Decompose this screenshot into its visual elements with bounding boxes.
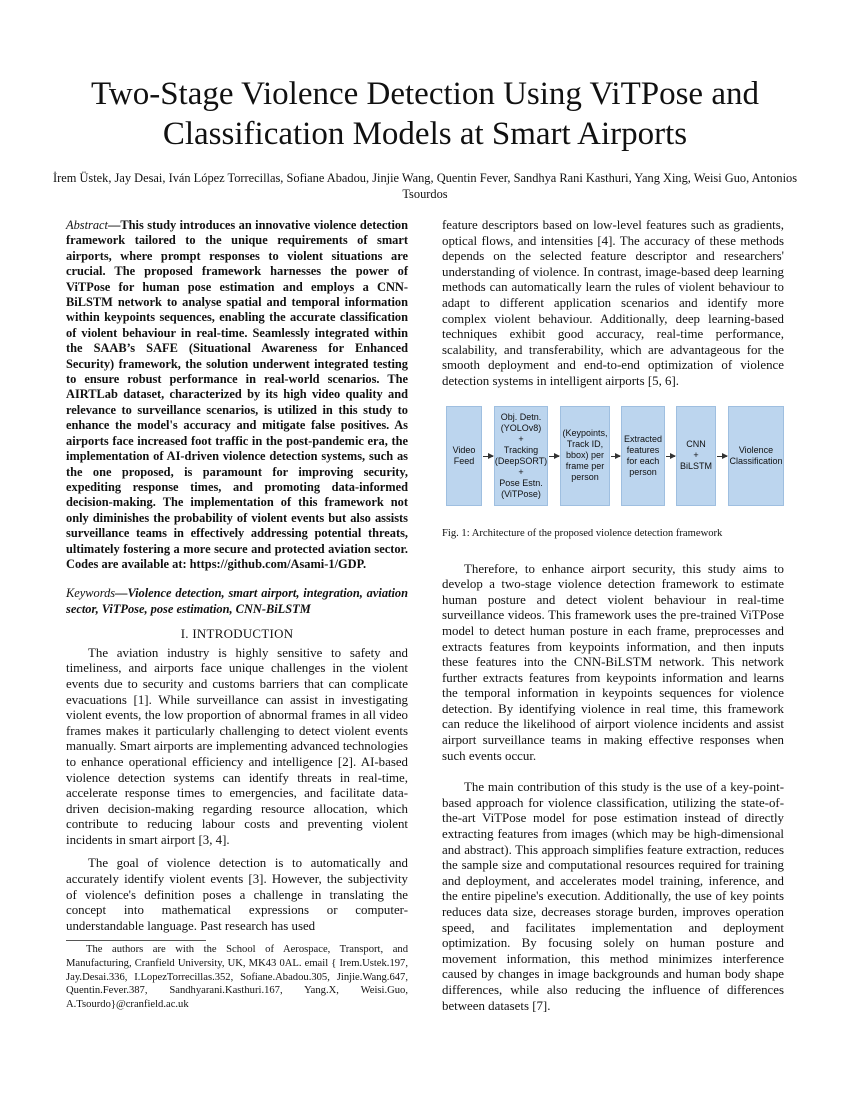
author-affiliation-footnote: The authors are with the School of Aerospace, Transport, and Manufacturing, Cranfield University, UK, MK43 0AL. email { Irem.Ustek.197, Jay.Desai.336, I.LopezTorrecillas.352, Sofiane.Abadou.305, Jinjie.Wang.647, Quentin.Fever.387, Sandhyarani.Kasthuri.167, Yang.X, Weisi.Guo, A.Tsourdo}@cranfield.ac.uk [66, 944, 408, 1010]
figure-box-violence-classification: Violence Classification [728, 406, 784, 506]
architecture-figure [442, 406, 784, 521]
keywords-label: Keywords [66, 586, 116, 601]
figure-arrow [549, 456, 559, 457]
paragraph: Therefore, to enhance airport security, this study aims to develop a two-stage violence detection framework to estimate human posture and detect violent behaviour in real-time surveillance videos. This framework uses the pre-trained ViTPose model to detect human posture in each frame, preprocesses and extracts features from keypoints information, and then inputs these features into the CNN-BiLSTM network. This network further extracts features from keypoints information and learns the temporal information in keypoints sequences for violence detection. By identifying violence in real time, this framework can reduce the likelihood of airport violence incidents and assist airport surveillance teams in making effective responses when such events occur. [442, 561, 784, 763]
footnote-divider [66, 940, 206, 941]
paragraph: The goal of violence detection is to automatically and accurately identify violent events [3]. However, the subjectivity of violence's definition poses a challenge in translating the concept into mathematical expressions or computer-understandable language. Past research has used [66, 856, 408, 933]
figure-box-cnn-bilstm: CNN + BiLSTM [676, 406, 716, 506]
keywords [66, 586, 408, 617]
abstract-label: Abstract [66, 218, 108, 232]
figure-box-video-feed: Video Feed [446, 406, 482, 506]
figure-box-detection-tracking-pose: Obj. Detn. (YOLOv8) + Tracking (DeepSORT) + Pose Estn. (ViTPose) [494, 406, 548, 506]
figure-caption: Fig. 1: Architecture of the proposed violence detection framework [442, 527, 723, 539]
left-column [66, 218, 408, 1011]
figure-arrow [717, 456, 727, 457]
section-heading-introduction: I. INTRODUCTION [180, 627, 294, 642]
keywords-text: —Violence detection, smart airport, integration, aviation sector, ViTPose, pose estimation, CNN-BiLSTM [66, 586, 408, 616]
right-column [442, 218, 784, 1014]
figure-box-extracted-features: Extracted features for each person [621, 406, 665, 506]
figure-box-keypoints: (Keypoints, Track ID, bbox) per frame per person [560, 406, 610, 506]
paper-title: Two-Stage Violence Detection Using ViTPose and Classification Models at Smart Airports [91, 76, 759, 152]
paragraph: The aviation industry is highly sensitive to safety and timeliness, and airports face unique challenges in the violent events due to security and customs barriers that can complicate evacuations [1]. While surveillance can assist in investigating violent events, the low proportion of abnormal frames in all video frames makes it particularly challenging to detect violent events manually. Smart airports are implementing advanced technologies to enhance operational efficiency and intelligence [2]. AI-based violence detection systems can identify threats in real-time, accelerate response times to emergencies, and facilitate data-driven decision-making regarding resource allocation, which contribute to reducing labour costs and preventing violent incidents in smart airport [3, 4]. [66, 645, 408, 847]
figure-arrow [483, 456, 493, 457]
author-list: İrem Üstek, Jay Desai, Iván López Torrecillas, Sofiane Abadou, Jinjie Wang, Quentin Fever, Sandhya Rani Kasthuri, Yang Xing, Weisi Guo, Antonios Tsourdos [52, 171, 798, 201]
paragraph: feature descriptors based on low-level features such as gradients, optical flows, and intensities [4]. The accuracy of these methods depends on the selected feature descriptor and researchers' understanding of violence. In contrast, image-based deep learning methods can automatically learn the rules of violent behaviour to adapt to different application scenarios and identify more complex violent behaviour. Additionally, deep learning-based techniques exhibit good accuracy, real-time performance, scalability, and transferability, which are advantageous for the smooth deployment and end-to-end optimization of violence detection systems in intelligent airports [5, 6]. [442, 218, 784, 388]
paragraph: The main contribution of this study is the use of a key-point-based approach for violence classification, utilizing the state-of-the-art ViTPose model for pose estimation instead of directly extracting features from images (which may be high-dimensional and abstract). This approach simplifies feature extraction, reduces the sample size and computational resources required for training and deployment, and accelerates model training, inference, and the entire pipeline's execution. Additionally, the use of key points reduces data size, decreases storage burden, improves operation speed, and facilitates implementation and deployment optimization. By focusing solely on human posture and movement information, this method minimizes interference caused by changes in image backgrounds and human body shape differences, while also reducing the influence of differences between datasets [7]. [442, 780, 784, 1013]
figure-arrow [611, 456, 620, 457]
figure-arrow [666, 456, 675, 457]
abstract-text: —This study introduces an innovative violence detection framework tailored to the unique requirements of smart airports, where prompt responses to violent situations are crucial. The proposed framework harnesses the power of ViTPose for human pose estimation and employs a CNN-BiLSTM network to analyse spatial and temporal information within keypoints sequences, enabling the accurate classification of violent behaviour in real-time. Seamlessly integrated within the SAAB’s SAFE (Situational Awareness for Enhanced Security) framework, the solution underwent integrated testing to ensure robust performance in real-world scenarios. The AIRTLab dataset, characterized by its high video quality and relevance to surveillance scenarios, is utilized in this study to enhance the model's accuracy and mitigate false positives. As airports face increased foot traffic in the post-pandemic era, the implementation of AI-driven violence detection systems, such as the one proposed, is paramount for improving security, expediting response times, and promoting data-informed decision-making. The implementation of this framework not only diminishes the probability of violent events but also assists surveillance teams in effectively addressing potential threats, ultimately fostering a more secure and protected aviation sector. Codes are available at: https://github.com/Asami-1/GDP. [66, 218, 408, 571]
abstract [66, 218, 408, 572]
